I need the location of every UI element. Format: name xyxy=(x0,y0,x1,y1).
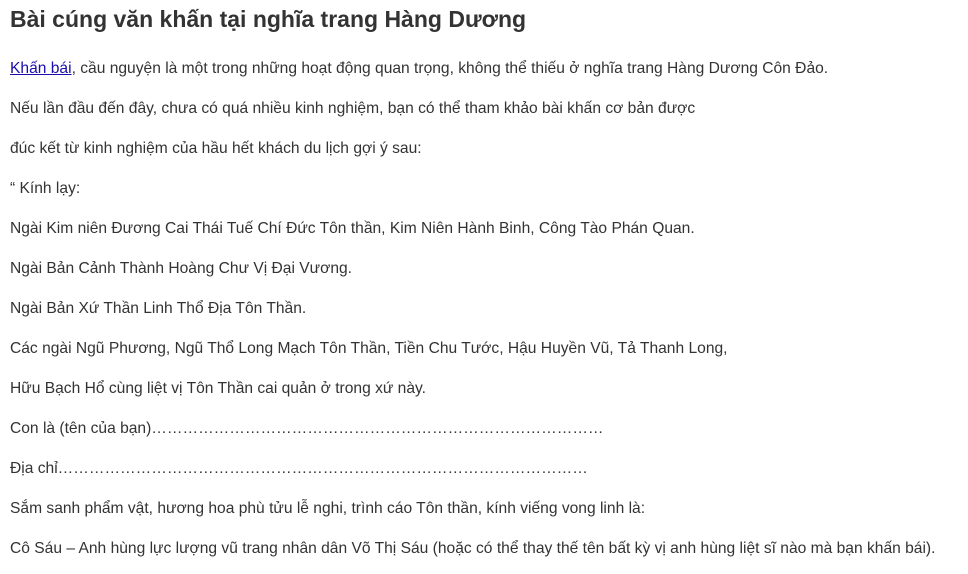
paragraph-6: Ngài Bản Xứ Thần Linh Thổ Địa Tôn Thần. xyxy=(10,300,307,317)
intro-paragraph xyxy=(10,59,828,79)
paragraph-12: Cô Sáu – Anh hùng lực lượng vũ trang nhân dân Võ Thị Sáu (hoặc có thể thay thế tên bất kỳ vị anh hùng liệt sĩ nào mà bạn khấn bái). xyxy=(10,540,936,557)
paragraph-5: Ngài Bản Cảnh Thành Hoàng Chư Vị Đại Vương. xyxy=(10,260,353,277)
khan-bai-link[interactable]: Khấn bái xyxy=(10,60,72,77)
paragraph-8: Hữu Bạch Hổ cùng liệt vị Tôn Thần cai quản ở trong xứ này. xyxy=(10,380,426,397)
intro-text: , cầu nguyện là một trong những hoạt động quan trọng, không thể thiếu ở nghĩa trang Hàng Dương Côn Đảo. xyxy=(71,60,829,77)
paragraph-7: Các ngài Ngũ Phương, Ngũ Thổ Long Mạch Tôn Thần, Tiền Chu Tước, Hậu Huyền Vũ, Tả Thanh Long, xyxy=(10,340,728,357)
paragraph-1: Nếu lần đầu đến đây, chưa có quá nhiều kinh nghiệm, bạn có thể tham khảo bài khấn cơ bản được xyxy=(10,100,696,117)
paragraph-2: đúc kết từ kinh nghiệm của hầu hết khách du lịch gợi ý sau: xyxy=(10,140,422,157)
article-title: Bài cúng văn khấn tại nghĩa trang Hàng Dương xyxy=(10,6,527,32)
paragraph-10: Địa chỉ………………………………………………………………………………………… xyxy=(10,460,588,477)
paragraph-9: Con là (tên của bạn)…………………………………………………………………………… xyxy=(10,420,604,437)
paragraph-4: Ngài Kim niên Đương Cai Thái Tuế Chí Đức Tôn thần, Kim Niên Hành Binh, Công Tào Phán Quan. xyxy=(10,220,695,237)
paragraph-3: “ Kính lạy: xyxy=(10,180,81,197)
paragraph-11: Sắm sanh phẩm vật, hương hoa phù tửu lễ nghi, trình cáo Tôn thần, kính viếng vong linh là: xyxy=(10,500,646,517)
